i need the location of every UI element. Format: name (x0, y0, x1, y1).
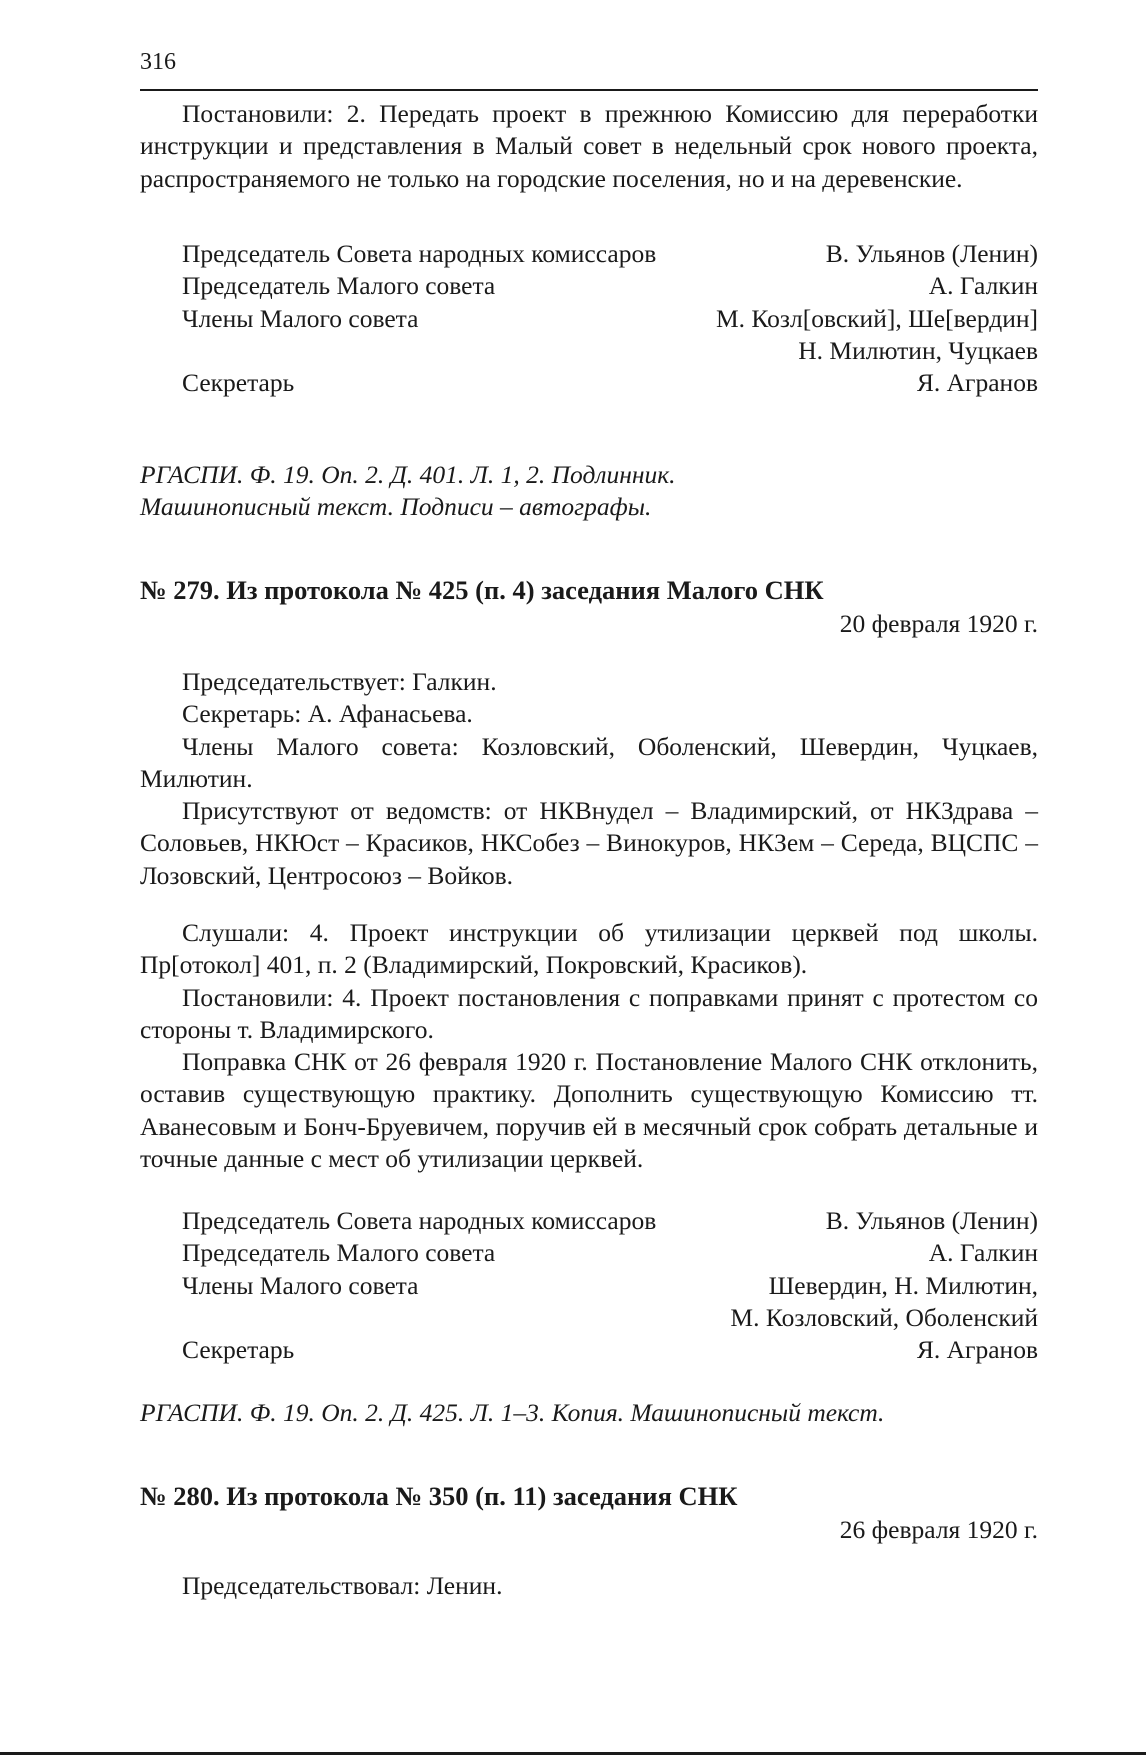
signature-name: В. Ульянов (Ленин) (825, 239, 1038, 268)
signature-row (182, 335, 1038, 367)
document-279-attendance (140, 666, 1038, 892)
heard-paragraph: Слушали: 4. Проект инструкции об утилизации церквей под школы. Пр[отокол] 401, п. 2 (Владимирский, Покровский, Красиков). (140, 918, 1038, 980)
signature-row (182, 1334, 1038, 1366)
signature-role: Секретарь (182, 368, 295, 398)
signature-name: М. Козловский, Оболенский (730, 1302, 1038, 1332)
intro-paragraph-block (140, 98, 1038, 195)
signature-row (182, 270, 1038, 302)
document-date: 26 февраля 1920 г. (839, 1515, 1038, 1545)
signatures-block-2 (182, 1205, 1038, 1366)
signature-role: Секретарь (182, 1335, 295, 1365)
signature-row (182, 1302, 1038, 1334)
document-279-body (140, 917, 1038, 1175)
signature-name: Н. Милютин, Чуцкаев (798, 335, 1038, 365)
signature-row (182, 367, 1038, 399)
signature-role: Члены Малого совета (182, 303, 419, 333)
signature-name: В. Ульянов (Ленин) (825, 1206, 1038, 1235)
signature-name: Я. Агранов (916, 368, 1038, 398)
chair-line: Председательствует: Галкин. (182, 667, 497, 696)
resolved-paragraph: Постановили: 4. Проект постановления с поправками принят с протестом со стороны т. Владимирского. (140, 982, 1038, 1044)
document-280 (140, 1480, 1038, 1547)
signature-name: А. Галкин (928, 1238, 1038, 1268)
document-279 (140, 574, 1038, 641)
archive-source-line: Машинописный текст. Подписи – автографы. (140, 492, 652, 522)
signatures-block-1 (182, 238, 1038, 399)
signature-row (182, 1237, 1038, 1269)
signature-role: Председатель Совета народных комиссаров (182, 239, 657, 268)
chair-line: Председательствовал: Ленин. (182, 1571, 503, 1600)
archive-source-1 (140, 459, 1038, 524)
signature-row (182, 1270, 1038, 1302)
signature-row (182, 238, 1038, 270)
archive-source-line: РГАСПИ. Ф. 19. Оп. 2. Д. 401. Л. 1, 2. Подлинник. (140, 460, 676, 489)
signature-name: Шевердин, Н. Милютин, (768, 1270, 1038, 1300)
archive-source-2 (140, 1397, 1038, 1429)
signature-name: А. Галкин (928, 271, 1038, 301)
document-date: 20 февраля 1920 г. (839, 609, 1038, 639)
present-line: Присутствуют от ведомств: от НКВнудел – Владимирский, от НКЗдрава – Соловьев, НКЮст – Красиков, НКСобез – Винокуров, НКЗем – Середа, ВЦСПС – Лозовский, Центросоюз – Войков. (140, 796, 1038, 890)
page-number: 316 (140, 49, 176, 75)
signature-role: Члены Малого совета (182, 1270, 419, 1300)
members-line: Члены Малого совета: Козловский, Оболенский, Шевердин, Чуцкаев, Милютин. (140, 731, 1038, 793)
amendment-paragraph: Поправка СНК от 26 февраля 1920 г. Постановление Малого СНК отклонить, оставив существующую практику. Дополнить существующую Комиссию тт. Аванесовым и Бонч-Бруевичем, поручив ей в месячный срок собрать детальные и точные данные с мест об утилизации церквей. (140, 1047, 1038, 1174)
intro-paragraph: Постановили: 2. Передать проект в прежнюю Комиссию для переработки инструкции и представления в Малый совет в недельный срок нового проекта, распространяемого не только на городские поселения, но и на деревенские. (140, 99, 1038, 193)
signature-role: Председатель Совета народных комиссаров (182, 1206, 657, 1235)
signature-name: М. Козл[овский], Ше[вердин] (716, 303, 1038, 333)
document-heading: № 280. Из протокола № 350 (п. 11) заседания СНК (140, 1481, 738, 1511)
signature-role: Председатель Малого совета (182, 1238, 496, 1268)
signature-name: Я. Агранов (916, 1335, 1038, 1365)
archive-source-line: РГАСПИ. Ф. 19. Оп. 2. Д. 425. Л. 1–3. Копия. Машинописный текст. (140, 1398, 885, 1427)
document-heading: № 279. Из протокола № 425 (п. 4) заседания Малого СНК (140, 575, 824, 605)
page-bottom-edge (0, 1752, 1146, 1755)
signature-row (182, 303, 1038, 335)
signature-role: Председатель Малого совета (182, 271, 496, 301)
secretary-line: Секретарь: А. Афанасьева. (182, 699, 473, 729)
signature-row (182, 1205, 1038, 1237)
document-280-body (140, 1570, 1038, 1602)
header-rule (140, 89, 1038, 91)
